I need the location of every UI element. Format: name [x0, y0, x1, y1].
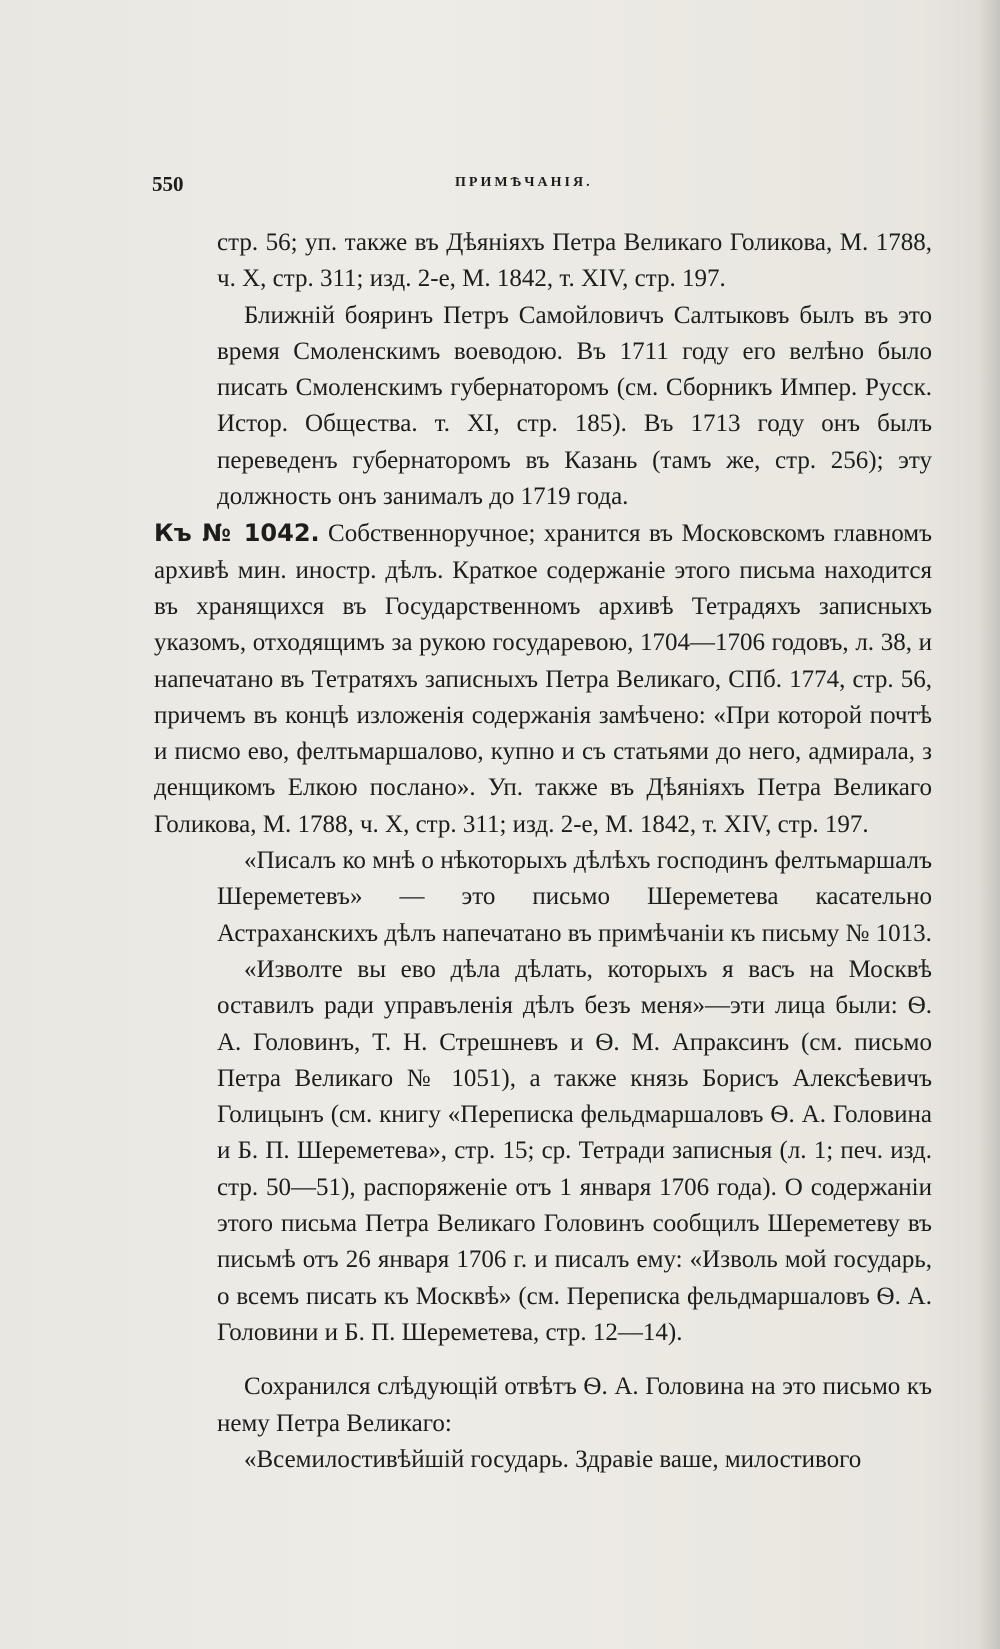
body-text — [154, 225, 932, 1478]
running-title: ПРИМѢЧАНІЯ. — [455, 175, 593, 190]
paragraph-reply-intro: Сохранился слѣдующій отвѣтъ Ѳ. А. Головина на это письмо къ нему Петра Великаго: — [217, 1373, 932, 1437]
paragraph-letter-start: «Всемилостивѣйшій государь. Здравіе ваше, милостивого — [244, 1445, 862, 1473]
paragraph-sheremetev-letter: «Писалъ ко мнѣ о нѣкоторыхъ дѣлѣхъ господинъ фелтьмаршалъ Шереметевъ» — это письмо Шереметева касательно Астраханскихъ дѣлъ напечатано въ примѣчаніи къ письму № 1013. — [217, 847, 932, 947]
paragraph-continuation: стр. 56; уп. также въ Дѣяніяхъ Петра Великаго Голикова, М. 1788, ч. X, стр. 311; изд. 2-е, М. 1842, т. XIV, стр. 197. — [217, 229, 932, 293]
page-number: 550 — [152, 172, 184, 196]
paragraph-officials: «Изволте вы ево дѣла дѣлать, которыхъ я васъ на Москвѣ оставилъ ради управъленія дѣлъ безъ меня»—эти лица были: Ѳ. А. Головинъ, Т. Н. Стрешневъ и Ѳ. М. Апраксинъ (см. письмо Петра Великаго № 1051), а также князь Борисъ Алексѣевичъ Голицынъ (см. книгу «Переписка фельдмаршаловъ Ѳ. А. Головина и Б. П. Шереметева», стр. 15; ср. Тетради записныя (л. 1; печ. изд. стр. 50—51), распоряженіе отъ 1 января 1706 года). О содержаніи этого письма Петра Великаго Головинъ сообщилъ Шереметеву въ письмѣ отъ 26 января 1706 г. и писалъ ему: «Изволь мой государь, о всемъ писать къ Москвѣ» (см. Переписка фельдмаршаловъ Ѳ. А. Головини и Б. П. Шереметева, стр. 12—14). — [217, 955, 932, 1346]
entry-label: Къ № 1042. — [154, 519, 320, 548]
entry-text: Собственноручное; хранится въ Московскомъ главномъ архивѣ мин. иностр. дѣлъ. Краткое содержаніе этого письма находится въ хранящихся въ Государственномъ архивѣ Тетрадяхъ записныхъ указомъ, отходящимъ за рукою государевою, 1704—1706 годовъ, л. 38, и напечатано въ Тетратяхъ записныхъ Петра Великаго, СПб. 1774, стр. 56, причемъ въ концѣ изложенія содержанія замѣчено: «При которой почтѣ и писмо ево, фелтьмаршалово, купно и съ статьями до него, адмирала, з денщикомъ Елкою послано». Уп. также въ Дѣяніяхъ Петра Великаго Голикова, М. 1788, ч. X, стр. 311; изд. 2-е, М. 1842, т. XIV, стр. 197. — [154, 520, 932, 838]
paragraph-saltykov: Ближній бояринъ Петръ Самойловичъ Салтыковъ былъ въ это время Смоленскимъ воеводою. Въ 1711 году его велѣно было писать Смоленскимъ губернаторомъ (см. Сборникъ Импер. Русск. Истор. Общества. т. XI, стр. 185). Въ 1713 году онъ былъ переведенъ губернаторомъ въ Казань (тамъ же, стр. 256); эту должность онъ занималъ до 1719 года. — [217, 301, 932, 511]
page-header — [0, 172, 1000, 202]
entry-1042 — [154, 515, 932, 843]
